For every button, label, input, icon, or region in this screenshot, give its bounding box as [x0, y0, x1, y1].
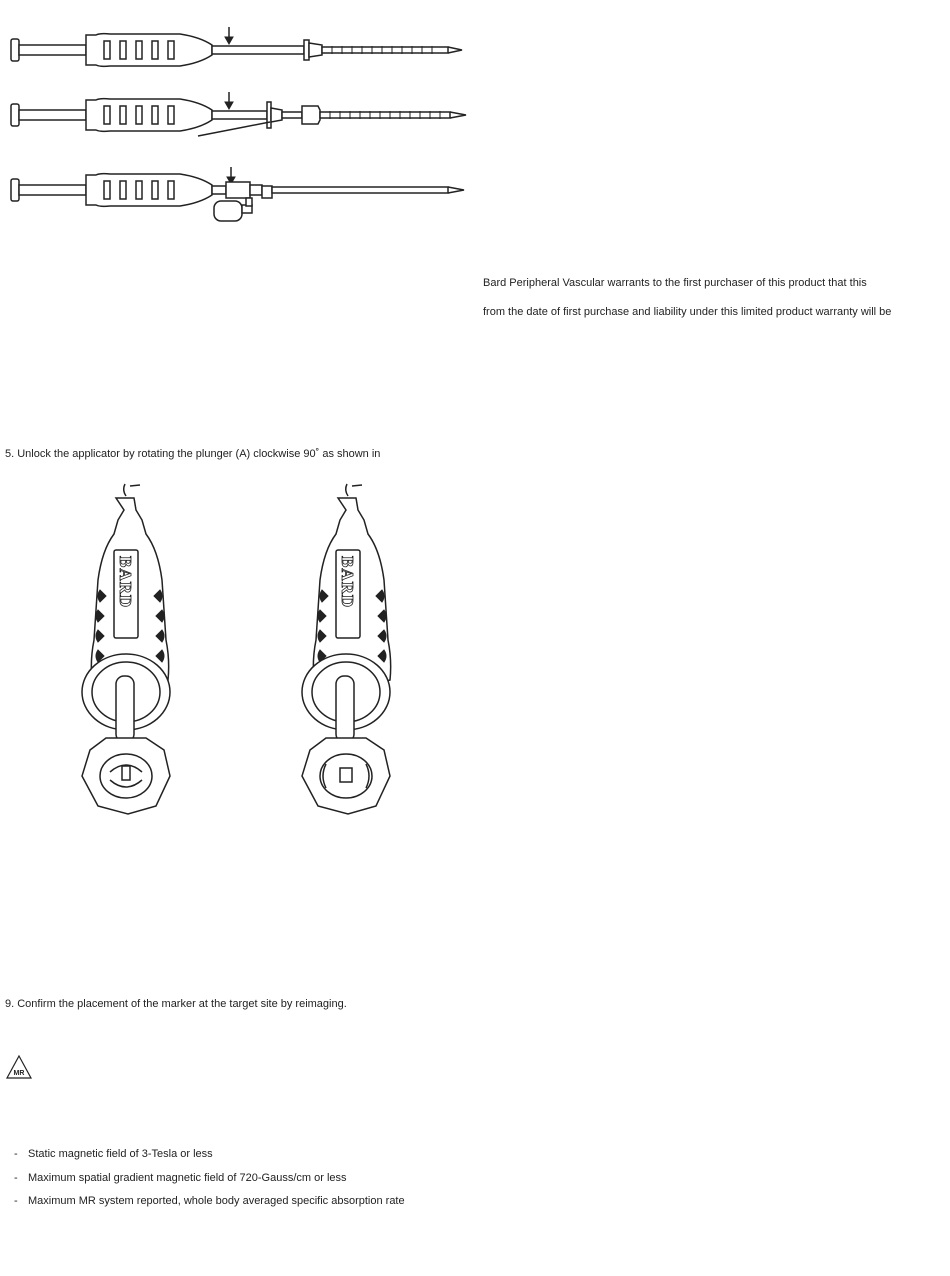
applicator-handle-locked-illustration [70, 480, 190, 820]
list-dash: - [14, 1172, 18, 1184]
list-dash: - [14, 1148, 18, 1160]
applicator-side-view-2 [0, 90, 470, 140]
step-5-instruction: 5. Unlock the applicator by rotating the plunger (A) clockwise 90˚ as shown in [5, 448, 381, 460]
handle-logo-text: BARD [338, 556, 357, 609]
list-item-text: Static magnetic field of 3-Tesla or less [28, 1148, 213, 1160]
warranty-text-line-1: Bard Peripheral Vascular warrants to the first purchaser of this product that this [483, 277, 867, 289]
mr-symbol-label: MR [13, 1070, 25, 1077]
list-item [14, 1195, 405, 1219]
applicator-side-view-1 [0, 25, 470, 75]
mr-conditional-icon [5, 1054, 33, 1080]
list-item [14, 1148, 405, 1172]
list-item [14, 1172, 405, 1195]
list-item-text: Maximum MR system reported, whole body averaged specific absorption rate [28, 1195, 405, 1207]
applicator-handle-unlocked-illustration [292, 480, 412, 820]
list-item-text: Maximum spatial gradient magnetic field of 720-Gauss/cm or less [28, 1172, 347, 1184]
applicator-side-view-3 [0, 165, 470, 225]
list-dash: - [14, 1195, 18, 1207]
mr-conditions-list [14, 1148, 405, 1219]
warranty-text-line-2: from the date of first purchase and liability under this limited product warranty will be [483, 306, 892, 318]
step-9-instruction: 9. Confirm the placement of the marker at the target site by reimaging. [5, 998, 347, 1010]
handle-logo-text: BARD [116, 556, 135, 609]
